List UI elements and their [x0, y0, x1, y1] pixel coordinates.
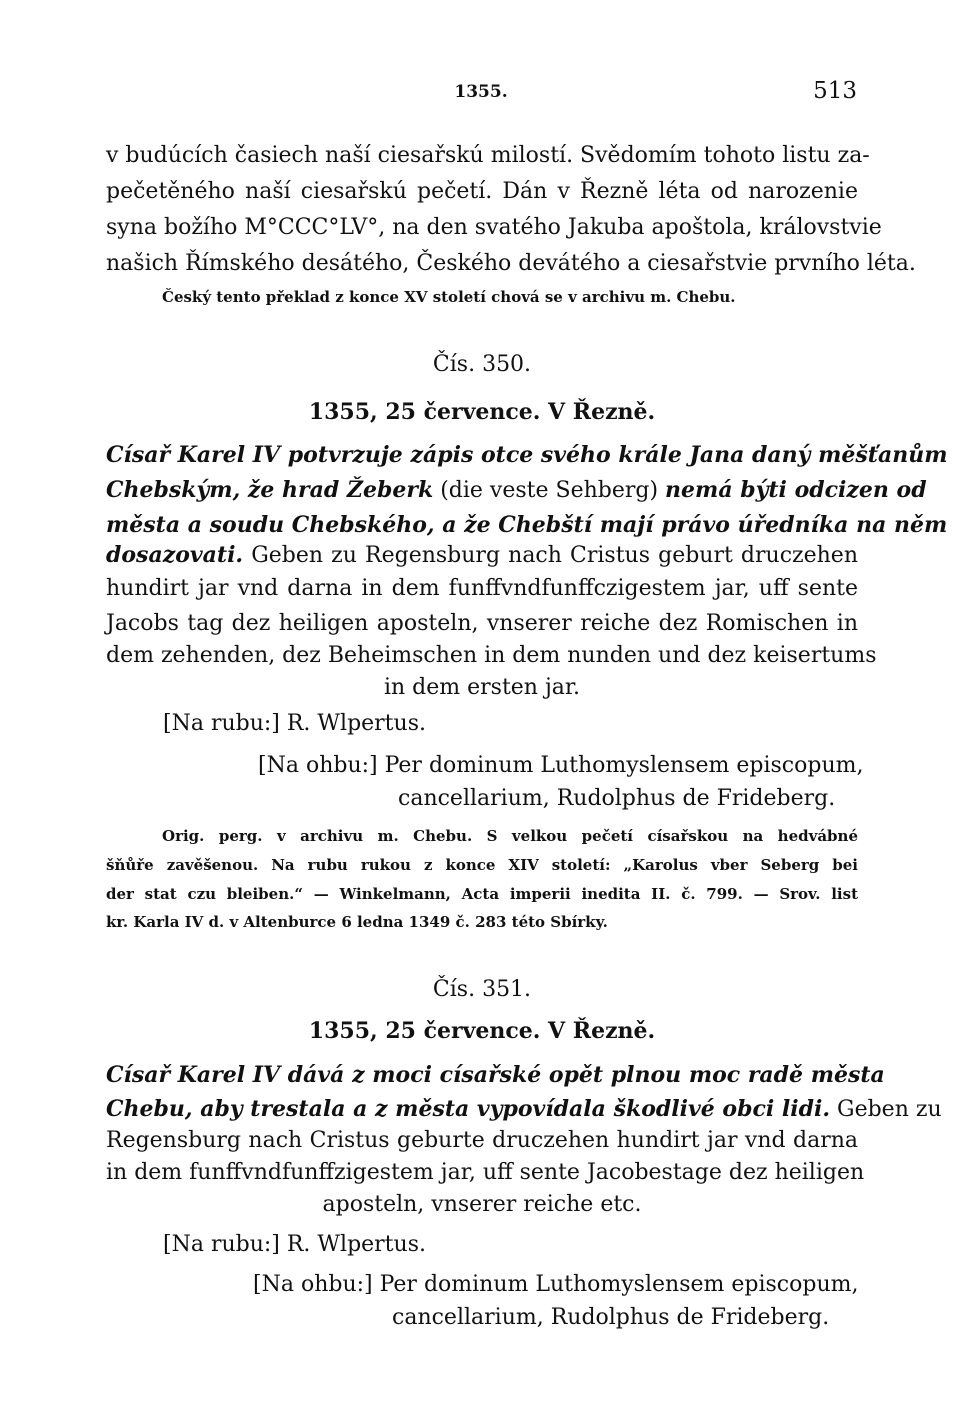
endorsement-rubu: [Na rubu:] R. Wlpertus. — [163, 711, 426, 736]
text-line: dem zehenden, dez Beheimschen in dem nunden und dez keisertums — [106, 643, 877, 668]
regest-line: města a soudu Chebského, a že Chebští mají právo úředníka na něm — [106, 512, 948, 538]
endorsement-ohbu: cancellarium, Rudolphus de Frideberg. — [398, 786, 836, 811]
text-line: našich Římského desátého, Českého devátého a ciesařstvie prvního léta. — [106, 251, 916, 276]
source-note: Orig. perg. v archivu m. Chebu. S velkou pečetí císařskou na hedvábné — [162, 827, 858, 845]
text-line: aposteln, vnserer reiche etc. — [322, 1192, 642, 1217]
text-line: Regensburg nach Cristus geburte druczehen hundirt jar vnd darna — [106, 1128, 858, 1153]
source-note: Český tento překlad z konce XV století chová se v archivu m. Chebu. — [162, 288, 736, 306]
endorsement-ohbu: [Na ohbu:] Per dominum Luthomyslensem episcopum, — [258, 753, 864, 778]
running-header — [105, 78, 857, 108]
endorsement-ohbu: cancellarium, Rudolphus de Frideberg. — [392, 1305, 830, 1330]
regest-line: Chebským, že hrad Žeberk (die veste Sehberg) nemá býti odcizen od — [106, 477, 927, 503]
endorsement-ohbu: [Na ohbu:] Per dominum Luthomyslensem episcopum, — [253, 1272, 859, 1297]
text-line: hundirt jar vnd darna in dem funffvndfunffczigestem jar, uff sente — [106, 576, 858, 601]
source-note: šňůře zavěšenou. Na rubu rukou z konce XIV století: „Karolus vber Seberg bei — [106, 856, 858, 874]
page-number: 513 — [813, 78, 857, 104]
endorsement-rubu: [Na rubu:] R. Wlpertus. — [163, 1232, 426, 1257]
header-year: 1355. — [454, 82, 508, 102]
text-line: pečetěného naší ciesařskú pečetí. Dán v Řezně léta od narozenie — [106, 179, 858, 204]
text-line: Jacobs tag dez heiligen aposteln, vnserer reiche dez Romischen in — [106, 611, 858, 636]
regest-line: Císař Karel IV potvrzuje zápis otce svého krále Jana daný měšťanům — [106, 442, 948, 468]
text-line: syna božího M°CCC°LV°, na den svatého Jakuba apoštola, královstvie — [106, 215, 882, 240]
document-number: Čís. 350. — [432, 352, 532, 377]
text-line: dosazovati. Geben zu Regensburg nach Cristus geburt druczehen — [106, 542, 858, 568]
regest-line: Císař Karel IV dává z moci císařské opět plnou moc radě města — [106, 1062, 885, 1088]
text-line: v budúcích časiech naší ciesařskú milostí. Svědomím tohoto listu za- — [106, 143, 870, 168]
text-line: Chebu, aby trestala a z města vypovídala škodlivé obci lidi. Geben zu — [106, 1096, 942, 1122]
text-line: in dem funffvndfunffzigestem jar, uff sente Jacobestage dez heiligen — [106, 1160, 865, 1185]
document-number: Čís. 351. — [432, 977, 532, 1002]
document-heading: 1355, 25 července. V Řezně. — [308, 1018, 656, 1044]
document-heading: 1355, 25 července. V Řezně. — [308, 399, 656, 425]
text-line: in dem ersten jar. — [383, 675, 581, 700]
source-note: der stat czu bleiben.“ — Winkelmann, Acta imperii inedita II. č. 799. — Srov. list — [106, 885, 858, 903]
source-note: kr. Karla IV d. v Altenburce 6 ledna 1349 č. 283 této Sbírky. — [106, 913, 608, 931]
